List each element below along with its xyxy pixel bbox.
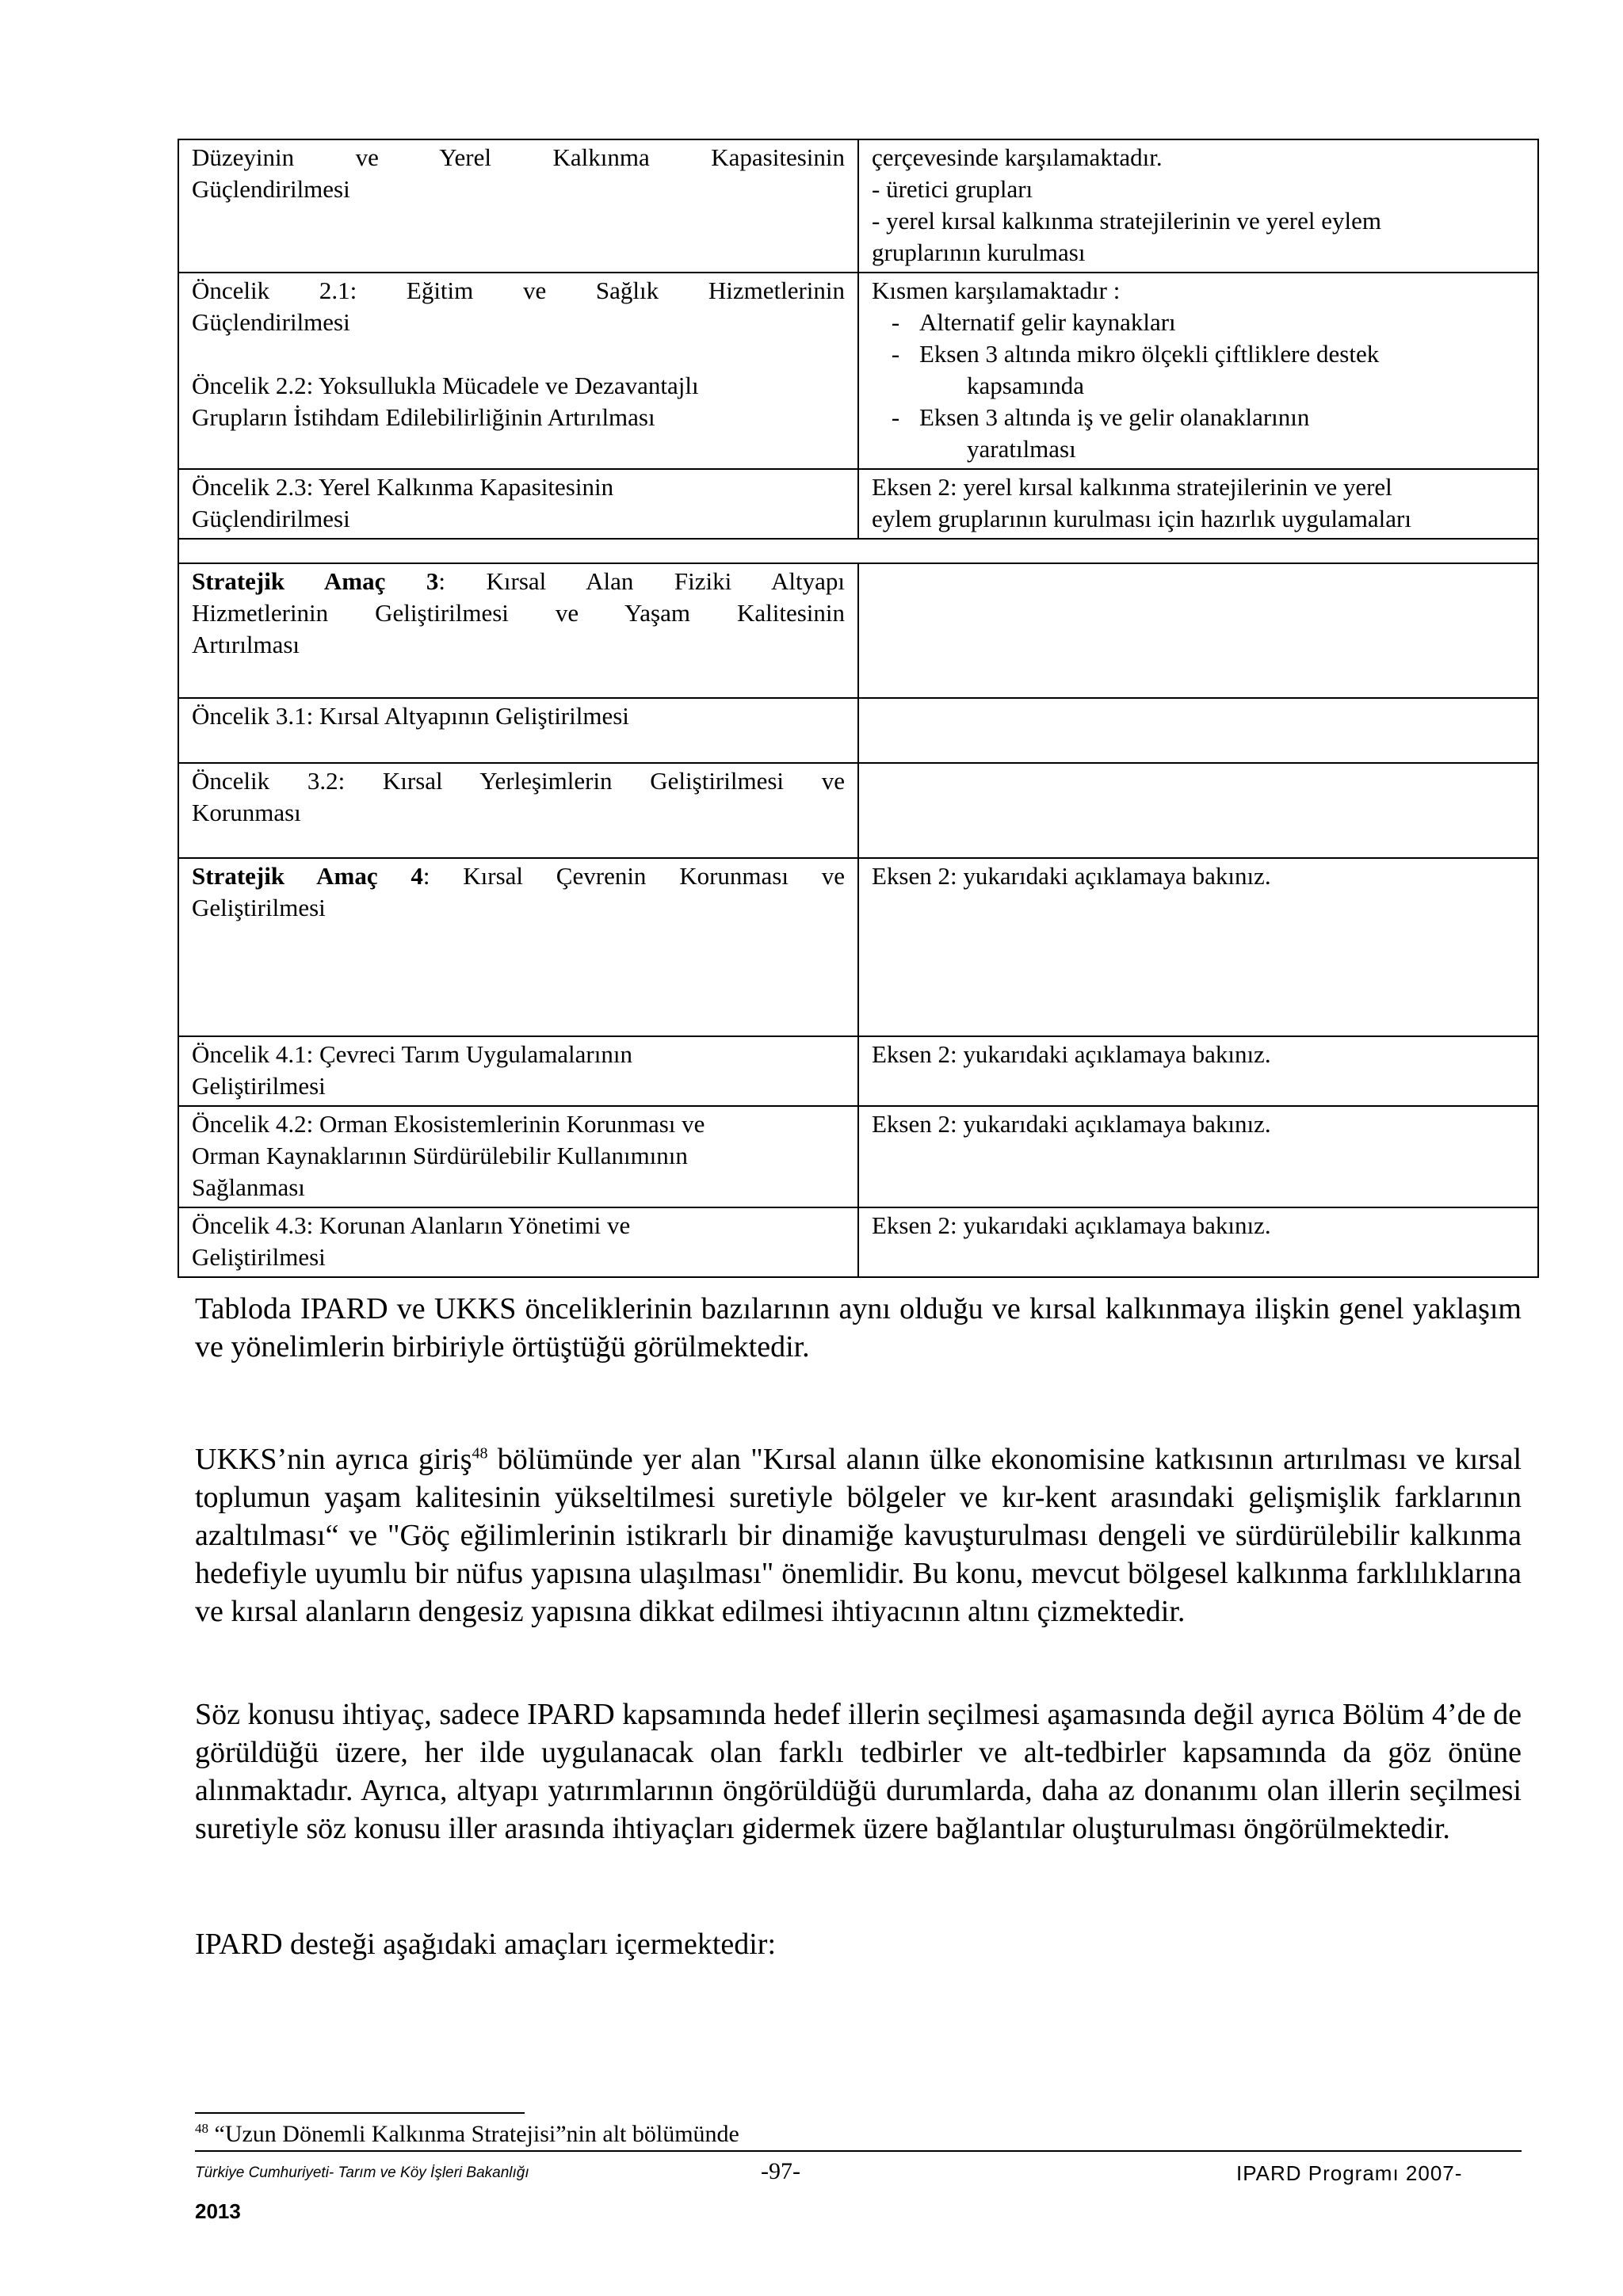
table-cell [858, 563, 1538, 698]
list-item: - Eksen 3 altında mikro ölçekli çiftliklere destek [872, 338, 1525, 370]
table-row [178, 698, 1538, 763]
cell-line: Geliştirilmesi [192, 1072, 326, 1100]
paragraph: Tabloda IPARD ve UKKS önceliklerinin bazılarının aynı olduğu ve kırsal kalkınmaya ilişkin genel yaklaşım ve yönelimlerin birbiriyle örtüştüğü görülmektedir. [195, 1292, 1522, 1363]
page-number: -97- [761, 2158, 800, 2184]
table-cell [858, 763, 1538, 858]
list-item: - Eksen 3 altında iş ve gelir olanaklarının [872, 402, 1525, 433]
table-row [178, 858, 1538, 1036]
paragraph: IPARD desteği aşağıdaki amaçları içermektedir: [195, 1928, 777, 1961]
cell-line: Düzeyinin ve Yerel Kalkınma Kapasitesinin [192, 143, 845, 171]
table-cell [858, 469, 1538, 539]
paragraph: UKKS’nin ayrıca giriş$^{48}$ bölümünde yer alan "Kırsal alanın ülke ekonomisine katkısının artırılması ve kırsal toplumun yaşam kalitesinin yükseltilmesi suretiyle bölgeler ve kır-kent arasındaki gelişmişlik farklarının azaltılması“ ve "Göç eğilimlerinin istikrarlı bir dinamiğe kavuşturulması dengeli ve sürdürülebilir kalkınma hedefiyle uyumlu bir nüfus yapısına ulaşılması" önemlidir. Bu konu, mevcut bölgesel kalkınma farklılıklarına ve kırsal alanların dengesiz yapısına dikkat edilmesi ihtiyacının altını çizmektedir. [195, 1443, 1522, 1628]
cell-line: Sağlanması [192, 1173, 305, 1201]
objective-label: Stratejik Amaç 4 [192, 862, 423, 890]
cell-line: Eksen 2: yukarıdaki açıklamaya bakınız. [872, 1211, 1271, 1239]
table-row [178, 539, 1538, 563]
cell-line: - yerel kırsal kalkınma stratejilerinin ve yerel eylem [872, 207, 1381, 235]
cell-line: Orman Kaynaklarının Sürdürülebilir Kullanımının [192, 1142, 688, 1169]
cell-line: Güçlendirilmesi [192, 175, 350, 203]
cell-line: Güçlendirilmesi [192, 308, 350, 336]
cell-line: yaratılması [967, 435, 1076, 463]
table-cell [178, 1207, 858, 1277]
table-cell: Stratejik Amaç 4: Kırsal Çevrenin Korunması ve Geliştirilmesi [178, 858, 858, 1036]
table-cell [178, 698, 858, 763]
cell-line: çerçevesinde karşılamaktadır. [872, 143, 1163, 171]
table-row [178, 139, 1538, 273]
cell-line: Geliştirilmesi [192, 1243, 326, 1271]
table-row [178, 469, 1538, 539]
table-cell [178, 1036, 858, 1106]
objective-label: Stratejik Amaç 3 [192, 567, 439, 595]
table-cell: Stratejik Amaç 3: Kırsal Alan Fiziki Altyapı Hizmetlerinin Geliştirilmesi ve Yaşam Kalitesinin Artırılması [178, 563, 858, 698]
table-cell [178, 763, 858, 858]
cell-line: Öncelik 4.1: Çevreci Tarım Uygulamalarının [192, 1040, 632, 1068]
cell-line: Geliştirilmesi [192, 894, 326, 921]
table-row [178, 1036, 1538, 1106]
table-cell [178, 1106, 858, 1207]
cell-line: Eksen 2: yerel kırsal kalkınma stratejilerinin ve yerel [872, 473, 1392, 501]
bullet-dash: - [891, 340, 900, 368]
cell-line: Öncelik 4.3: Korunan Alanların Yönetimi ve [192, 1211, 631, 1239]
cell-line: Öncelik 3.2: Kırsal Yerleşimlerin Geliştirilmesi ve [192, 767, 845, 795]
cell-line: Eksen 2: yukarıdaki açıklamaya bakınız. [872, 1040, 1271, 1068]
table-row [178, 273, 1538, 469]
footer-program: IPARD Programı 2007- [1236, 2161, 1463, 2185]
footer-ministry: Türkiye Cumhuriyeti- Tarım ve Köy İşleri Bakanlığı [195, 2164, 529, 2181]
cell-line: kapsamında [967, 372, 1085, 399]
cell-line: Kısmen karşılamaktadır : [872, 277, 1121, 304]
footnote: $^{48}$ “Uzun Dönemli Kalkınma Stratejisi”nin alt bölümünde [195, 2121, 739, 2147]
cell-line: Grupların İstihdam Edilebilirliğinin Artırılması [192, 403, 655, 431]
cell-line: Eksen 2: yukarıdaki açıklamaya bakınız. [872, 862, 1271, 890]
table-cell [858, 858, 1538, 1036]
cell-line: Öncelik 2.1: Eğitim ve Sağlık Hizmetlerinin [192, 277, 845, 304]
table-row [178, 563, 1538, 698]
table-row [178, 1106, 1538, 1207]
table-cell [178, 139, 858, 273]
paragraph: Söz konusu ihtiyaç, sadece IPARD kapsamında hedef illerin seçilmesi aşamasında değil ayrıca Bölüm 4’de de görüldüğü üzere, her ilde uygulanacak olan farklı tedbirler ve alt-tedbirler kapsamında da göz önüne alınmaktadır. Ayrıca, altyapı yatırımlarının öngörüldüğü durumlarda, daha az donanımı olan illerin seçilmesi suretiyle söz konusu iller arasında ihtiyaçları gidermek üzere bağlantılar oluşturulması öngörülmektedir. [195, 1698, 1522, 1845]
cell-line: eylem gruplarının kurulması için hazırlık uygulamaları [872, 505, 1411, 532]
footnote-number: 48 [195, 2121, 208, 2136]
table-row [178, 763, 1538, 858]
cell-line: - üretici grupları [872, 175, 1033, 203]
cell-line: Öncelik 4.2: Orman Ekosistemlerinin Korunması ve [192, 1110, 705, 1138]
table-cell [858, 273, 1538, 469]
table-cell [178, 273, 858, 469]
list-item: - Alternatif gelir kaynakları [872, 307, 1525, 338]
bullet-dash: - [891, 308, 900, 336]
table-row [178, 1207, 1538, 1277]
table-cell [858, 1207, 1538, 1277]
footer-year: 2013 [195, 2199, 241, 2223]
cell-line: Korunması [192, 799, 301, 826]
footnote-divider [195, 2112, 525, 2114]
cell-line: Eksen 2: yukarıdaki açıklamaya bakınız. [872, 1110, 1271, 1138]
cell-line: Güçlendirilmesi [192, 505, 350, 532]
cell-line: Artırılması [192, 631, 300, 658]
cell-line: Öncelik 3.1: Kırsal Altyapının Geliştirilmesi [192, 702, 629, 730]
bullet-dash: - [891, 403, 900, 431]
cell-line: Öncelik 2.2: Yoksullukla Mücadele ve Dezavantajlı [192, 372, 699, 399]
footer-divider [195, 2150, 1522, 2152]
footnote-reference: 48 [472, 1444, 488, 1463]
table-cell [858, 1106, 1538, 1207]
cell-line: Öncelik 2.3: Yerel Kalkınma Kapasitesinin [192, 473, 614, 501]
cell-line: Hizmetlerinin Geliştirilmesi ve Yaşam Kalitesinin [192, 599, 845, 627]
comparison-table [178, 139, 1539, 1278]
table-spacer-cell [178, 539, 1538, 563]
table-cell [178, 469, 858, 539]
cell-line: gruplarının kurulması [872, 238, 1086, 266]
table-cell [858, 1036, 1538, 1106]
table-cell [858, 139, 1538, 273]
table-cell [858, 698, 1538, 763]
